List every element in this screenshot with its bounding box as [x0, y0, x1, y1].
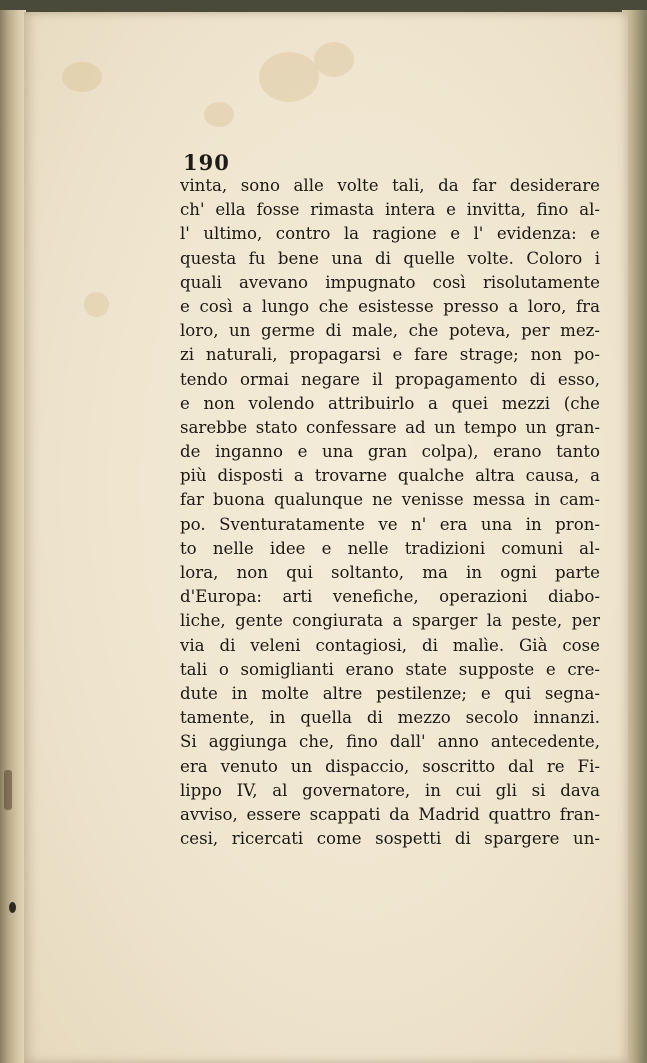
text-line: cesi, ricercati come sospetti di spargere un-	[180, 829, 600, 849]
foxing-stain	[314, 42, 354, 77]
book-spine	[0, 10, 26, 1063]
text-line: questa fu bene una di quelle volte. Coloro i	[180, 248, 600, 268]
foxing-stain	[204, 102, 234, 127]
text-line: lora, non qui soltanto, ma in ogni parte	[180, 563, 600, 582]
text-line: via di veleni contagiosi, di malìe. Già cose	[180, 635, 600, 655]
text-line: e non volendo attribuirlo a quei mezzi (che	[180, 393, 600, 413]
text-line: tamente, in quella di mezzo secolo innanzi.	[180, 708, 600, 728]
spine-stain	[4, 770, 12, 810]
text-line: tendo ormai negare il propagamento di esso,	[180, 369, 600, 389]
text-line: po. Sventuratamente ve n' era una in pron-	[180, 514, 600, 534]
text-line: vinta, sono alle volte tali, da far desiderare	[180, 176, 600, 195]
foxing-stain	[259, 52, 319, 102]
page-number: 190	[183, 150, 230, 175]
foxing-stain	[62, 62, 102, 92]
text-line: era venuto un dispaccio, soscritto dal re Fi-	[180, 756, 600, 776]
text-line: to nelle idee e nelle tradizioni comuni al-	[180, 538, 600, 558]
text-line: liche, gente congiurata a sparger la peste, per	[180, 611, 600, 631]
text-line: Si aggiunga che, fino dall' anno antecedente,	[180, 732, 600, 752]
body-text	[180, 174, 600, 851]
text-line: quali avevano impugnato così risolutamente	[180, 272, 600, 292]
text-line: d'Europa: arti venefiche, operazioni diabo-	[180, 587, 600, 607]
text-line: tali o somiglianti erano state supposte e cre-	[180, 659, 600, 679]
spine-hole	[9, 902, 16, 913]
text-line: de inganno e una gran colpa), erano tanto	[180, 442, 600, 462]
text-line: loro, un germe di male, che poteva, per mez-	[180, 321, 600, 341]
text-line: più disposti a trovarne qualche altra causa, a	[180, 466, 600, 486]
foxing-stain	[84, 292, 109, 317]
text-line: dute in molte altre pestilenze; e qui segna-	[180, 683, 600, 703]
text-line: sarebbe stato confessare ad un tempo un gran-	[180, 417, 600, 437]
text-line: lippo IV, al governatore, in cui gli si dava	[180, 780, 600, 800]
text-line: e così a lungo che esistesse presso a loro, fra	[180, 296, 600, 316]
text-line: zi naturali, propagarsi e fare strage; non po-	[180, 345, 600, 365]
text-line: ch' ella fosse rimasta intera e invitta, fino al-	[180, 200, 600, 220]
text-line: l' ultimo, contro la ragione e l' evidenza: e	[180, 224, 600, 244]
text-line: far buona qualunque ne venisse messa in cam-	[180, 490, 600, 510]
text-line: avviso, essere scappati da Madrid quattro fran-	[180, 804, 600, 824]
